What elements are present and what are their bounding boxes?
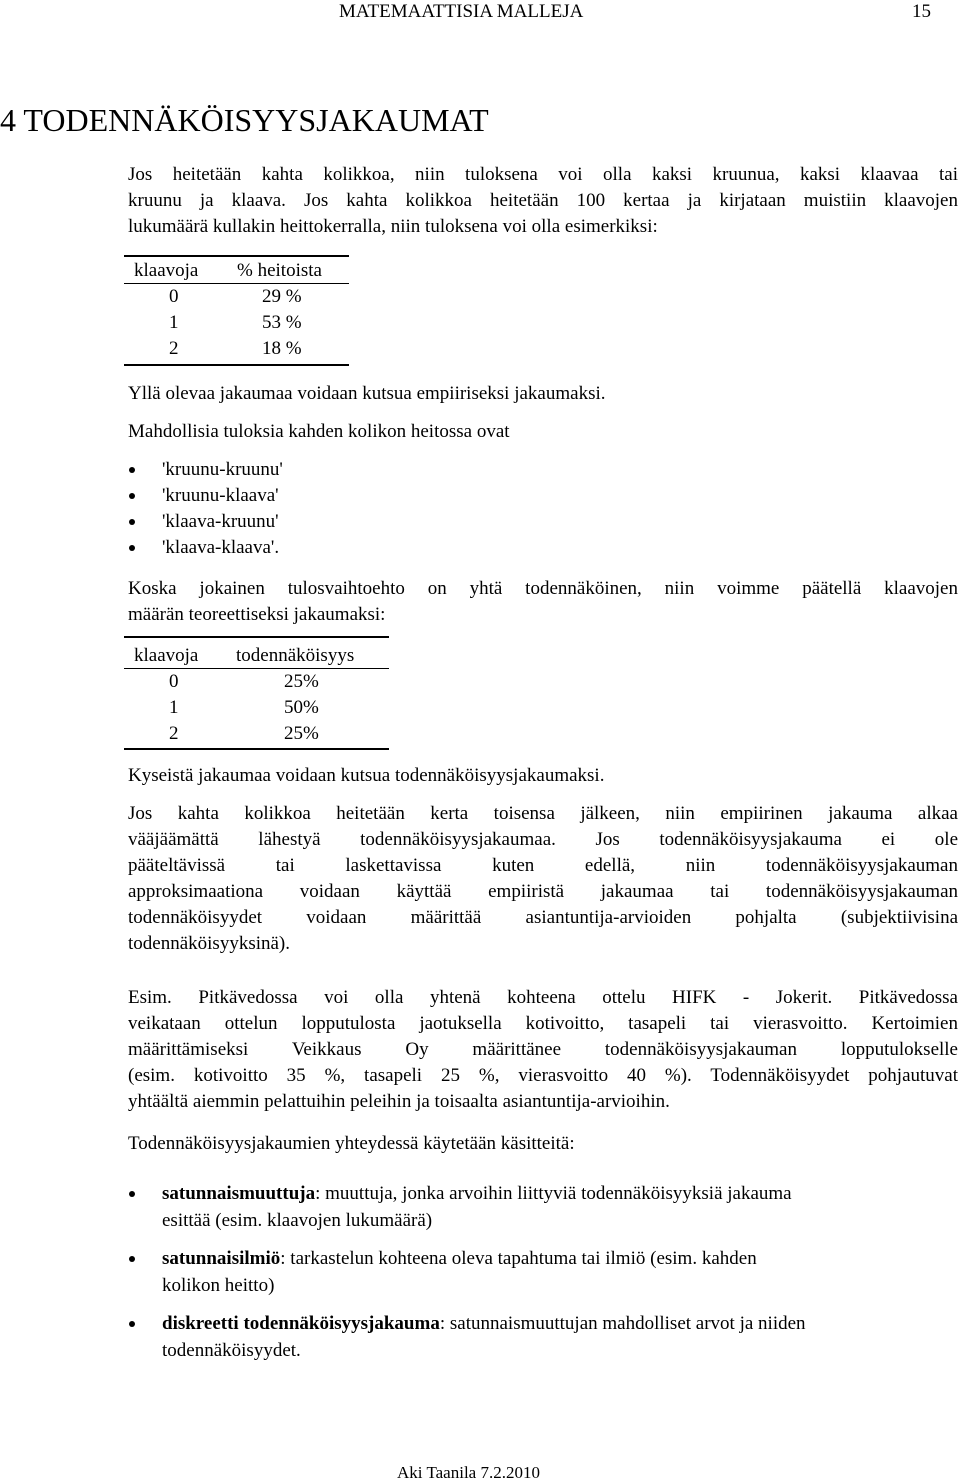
paragraph-line: (esim. kotivoitto 35 %, tasapeli 25 %, vierasvoitto 40 %). Todennäköisyydet pohjautuvat xyxy=(128,1065,958,1086)
table-header-rule xyxy=(124,283,349,284)
bullet-icon xyxy=(129,1256,135,1262)
concept-term: diskreetti todennäköisyysjakauma xyxy=(162,1313,440,1334)
paragraph-line: määrittämiseksi Veikkaus Oy määrittänee todennäköisyysjakauman lopputulokselle xyxy=(128,1039,958,1060)
concepts-intro xyxy=(128,1131,958,1157)
empirical-caption xyxy=(128,381,958,407)
approximation-paragraph xyxy=(128,801,958,957)
bullet-icon xyxy=(129,493,135,499)
chapter-title: 4 TODENNÄKÖISYYSJAKAUMAT xyxy=(0,102,489,138)
table-cell: 25% xyxy=(284,723,319,744)
probability-table xyxy=(124,643,389,747)
example-paragraph xyxy=(128,985,958,1115)
table-header-rule xyxy=(124,668,389,669)
table-cell: 53 % xyxy=(262,312,302,333)
concept-definition: kolikon heitto) xyxy=(162,1275,275,1296)
table-cell: 2 xyxy=(169,338,179,359)
table-top-rule xyxy=(124,255,349,257)
page-footer: Aki Taanila 7.2.2010 xyxy=(397,1463,540,1482)
outcomes-intro xyxy=(128,419,958,445)
intro-line: lukumäärä kullakin heittokerralla, niin tuloksena voi olla esimerkiksi: xyxy=(128,216,658,237)
paragraph-line: approksimaationa voidaan käyttää empiiristä jakaumaa tai todennäköisyysjakauman xyxy=(128,881,958,902)
concept-definition: : satunnaismuuttujan mahdolliset arvot ja niiden xyxy=(439,1313,806,1334)
table-bottom-rule xyxy=(124,364,349,366)
paragraph-line: vääjäämättä lähestyä todennäköisyysjakaumaa. Jos todennäköisyysjakauma ei ole xyxy=(128,829,958,850)
list-item xyxy=(128,535,283,561)
column-header: klaavoja xyxy=(134,645,199,666)
list-item xyxy=(128,1180,958,1234)
table-cell: 25% xyxy=(284,671,319,692)
list-item-text: 'klaava-klaava'. xyxy=(162,537,280,558)
table-row xyxy=(124,310,349,336)
bullet-icon xyxy=(129,1191,135,1197)
table-bottom-rule xyxy=(124,748,389,750)
concept-definition: todennäköisyydet. xyxy=(162,1340,301,1361)
outcomes-intro-text: Mahdollisia tuloksia kahden kolikon heitossa ovat xyxy=(128,421,510,442)
paragraph-line: todennäköisyyksinä). xyxy=(128,933,291,954)
list-item xyxy=(128,457,283,483)
list-item-text: 'kruunu-kruunu' xyxy=(162,459,283,480)
concept-definition: : muuttuja, jonka arvoihin liittyviä todennäköisyyksiä jakauma xyxy=(315,1183,792,1204)
table-row xyxy=(124,669,389,695)
table-top-rule xyxy=(124,636,389,638)
theory-line: määrän teoreettiseksi jakaumaksi: xyxy=(128,604,386,625)
concept-term: satunnaismuuttuja xyxy=(162,1183,316,1204)
bullet-icon xyxy=(129,1321,135,1327)
paragraph-line: Esim. Pitkävedossa voi olla yhtenä kohteena ottelu HIFK - Jokerit. Pitkävedossa xyxy=(128,987,958,1008)
paragraph-line: pääteltävissä tai laskettavissa kuten edellä, niin todennäköisyysjakauman xyxy=(128,855,958,876)
bullet-icon xyxy=(129,519,135,525)
concepts-intro-text: Todennäköisyysjakaumien yhteydessä käytetään käsitteitä: xyxy=(128,1133,575,1154)
table-cell: 0 xyxy=(169,286,179,307)
paragraph-line: Jos kahta kolikkoa heitetään kerta toisensa jälkeen, niin empiirinen jakauma alkaa xyxy=(128,803,958,824)
outcomes-list xyxy=(128,457,283,561)
intro-line: Jos heitetään kahta kolikkoa, niin tuloksena voi olla kaksi kruunua, kaksi klaavaa tai xyxy=(128,164,958,185)
column-header: klaavoja xyxy=(134,260,199,281)
table-cell: 1 xyxy=(169,697,179,718)
table-cell: 50% xyxy=(284,697,319,718)
bullet-icon xyxy=(129,545,135,551)
list-item xyxy=(128,509,283,535)
column-header: todennäköisyys xyxy=(236,645,355,666)
concepts-list xyxy=(128,1180,958,1364)
paragraph-line: veikataan ottelun lopputulosta jaotuksella kotivoitto, tasapeli tai vierasvoitto. Kertoimien xyxy=(128,1013,958,1034)
theory-paragraph xyxy=(128,576,958,628)
paragraph-line: yhtäältä aiemmin pelattuihin peleihin ja toisaalta asiantuntija-arvioihin. xyxy=(128,1091,670,1112)
intro-line: kruunu ja klaava. Jos kahta kolikkoa heitetään 100 kertaa ja kirjataan muistiin klaavojen xyxy=(128,190,958,211)
table-cell: 0 xyxy=(169,671,179,692)
bullet-icon xyxy=(129,467,135,473)
running-header-title: MATEMAATTISIA MALLEJA xyxy=(339,1,584,22)
table-row xyxy=(124,721,389,747)
concept-term: satunnaisilmiö xyxy=(162,1248,281,1269)
theory-line: Koska jokainen tulosvaihtoehto on yhtä todennäköinen, niin voimme päätellä klaavojen xyxy=(128,578,958,599)
table-row xyxy=(124,336,349,362)
empirical-table xyxy=(124,258,349,362)
list-item xyxy=(128,1245,958,1299)
table-cell: 2 xyxy=(169,723,179,744)
list-item xyxy=(128,483,283,509)
caption-text: Kyseistä jakaumaa voidaan kutsua todennäköisyysjakaumaksi. xyxy=(128,765,605,786)
table-cell: 29 % xyxy=(262,286,302,307)
table-cell: 1 xyxy=(169,312,179,333)
probability-caption xyxy=(128,763,958,789)
table-cell: 18 % xyxy=(262,338,302,359)
intro-paragraph xyxy=(128,162,958,240)
caption-text: Yllä olevaa jakaumaa voidaan kutsua empiiriseksi jakaumaksi. xyxy=(128,383,606,404)
column-header: % heitoista xyxy=(237,260,322,281)
page-number: 15 xyxy=(912,1,931,22)
concept-definition: : tarkastelun kohteena oleva tapahtuma tai ilmiö (esim. kahden xyxy=(280,1248,757,1269)
table-row xyxy=(124,284,349,310)
table-row xyxy=(124,695,389,721)
table-header-row xyxy=(124,643,389,669)
list-item-text: 'klaava-kruunu' xyxy=(162,511,279,532)
paragraph-line: todennäköisyydet voidaan määrittää asiantuntija-arvioiden pohjalta (subjektiivisina xyxy=(128,907,958,928)
list-item-text: 'kruunu-klaava' xyxy=(162,485,279,506)
concept-definition: esittää (esim. klaavojen lukumäärä) xyxy=(162,1210,433,1231)
list-item xyxy=(128,1310,958,1364)
table-header-row xyxy=(124,258,349,284)
